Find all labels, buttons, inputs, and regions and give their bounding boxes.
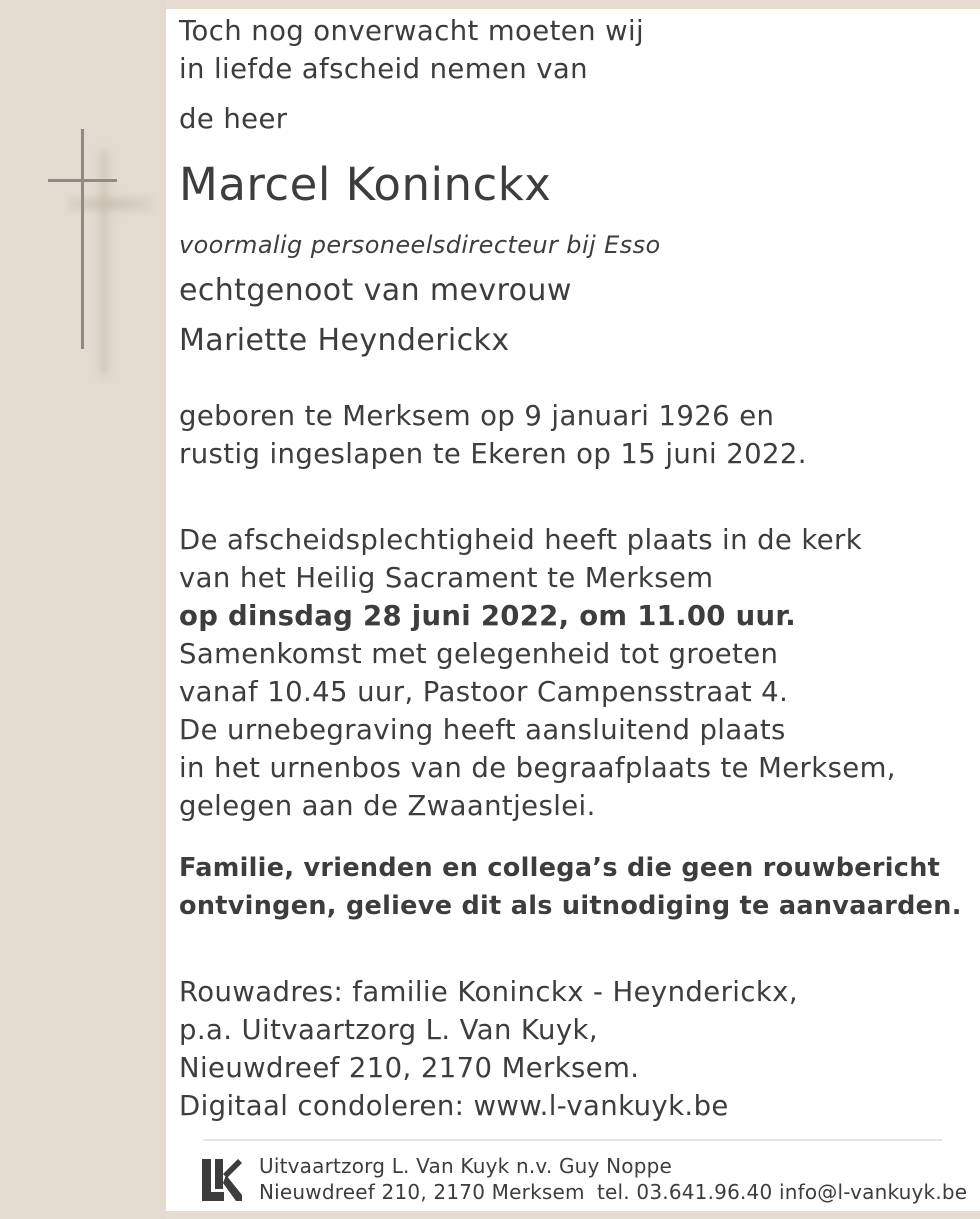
ceremony-date: op dinsdag 28 juni 2022, om 11.00 uur. bbox=[179, 600, 797, 632]
deceased-name: Marcel Koninckx bbox=[179, 158, 552, 211]
ceremony-line-6: De urnebegraving heeft aansluitend plaats bbox=[179, 714, 786, 746]
spouse-line-1: echtgenoot van mevrouw bbox=[179, 273, 572, 308]
intro-line-1: Toch nog onverwacht moeten wij bbox=[179, 15, 645, 47]
address-line-2: p.a. Uitvaartzorg L. Van Kuyk, bbox=[179, 1014, 598, 1046]
invitation-line-1: Familie, vrienden en collega’s die geen rouwbericht bbox=[179, 853, 941, 883]
birth-line: geboren te Merksem op 9 januari 1926 en bbox=[179, 400, 775, 432]
ceremony-line-4: Samenkomst met gelegenheid tot groeten bbox=[179, 638, 779, 670]
footer-company: Uitvaartzorg L. Van Kuyk n.v. Guy Noppe bbox=[259, 1154, 673, 1178]
address-line-1: Rouwadres: familie Koninckx - Heynderickx, bbox=[179, 976, 798, 1008]
spouse-name: Mariette Heynderickx bbox=[179, 323, 510, 358]
side-panel bbox=[0, 0, 166, 1219]
ceremony-line-7: in het urnenbos van de begraafplaats te Merksem, bbox=[179, 752, 896, 784]
ceremony-line-1: De afscheidsplechtigheid heeft plaats in de kerk bbox=[179, 524, 863, 556]
ceremony-line-8: gelegen aan de Zwaantjeslei. bbox=[179, 790, 596, 822]
ceremony-line-5: vanaf 10.45 uur, Pastoor Campensstraat 4. bbox=[179, 676, 789, 708]
deceased-occupation: voormalig personeelsdirecteur bij Esso bbox=[179, 231, 661, 259]
ceremony-line-2: van het Heilig Sacrament te Merksem bbox=[179, 562, 714, 594]
death-line: rustig ingeslapen te Ekeren op 15 juni 2022. bbox=[179, 438, 807, 470]
salutation: de heer bbox=[179, 103, 288, 135]
cross-icon-bar bbox=[48, 179, 117, 182]
lk-monogram-logo-icon bbox=[202, 1157, 242, 1201]
footer-divider bbox=[203, 1139, 942, 1141]
cross-icon bbox=[81, 129, 84, 349]
invitation-line-2: ontvingen, gelieve dit als uitnodiging te aanvaarden. bbox=[179, 891, 962, 921]
footer-contact[interactable]: tel. 03.641.96.40 info@l-vankuyk.be bbox=[597, 1180, 968, 1204]
address-line-3: Nieuwdreef 210, 2170 Merksem. bbox=[179, 1052, 640, 1084]
cross-shadow bbox=[97, 150, 111, 375]
intro-line-2: in liefde afscheid nemen van bbox=[179, 53, 588, 85]
condolence-link[interactable]: Digitaal condoleren: www.l-vankuyk.be bbox=[179, 1090, 729, 1122]
footer-street: Nieuwdreef 210, 2170 Merksem bbox=[259, 1180, 585, 1204]
